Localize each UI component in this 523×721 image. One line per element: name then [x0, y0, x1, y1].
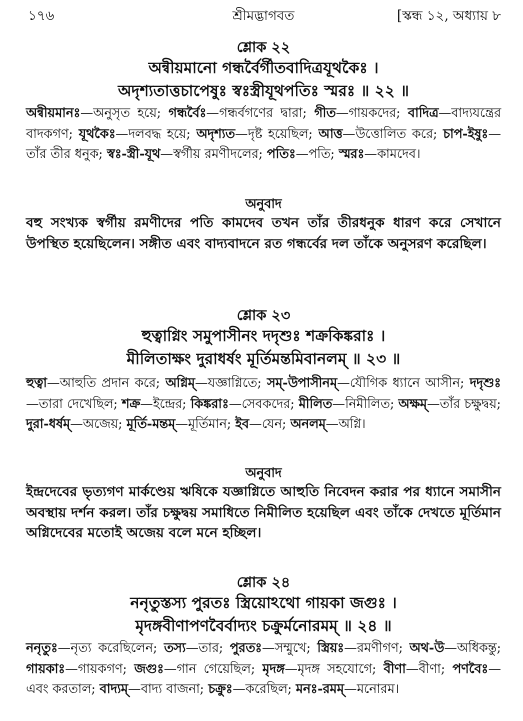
synonym-meaning: —মূর্তিমান; — [175, 417, 236, 432]
synonym-meaning: —যজ্ঞাগ্নিতে; — [195, 376, 267, 391]
synonym-meaning: —গায়কদের; — [335, 106, 408, 121]
synonym-meaning: —কামদেব। — [364, 147, 421, 162]
synonym-word: বাদিত্র — [407, 106, 439, 121]
synonym-meaning: —নৃত্য করেছিলেন; — [57, 641, 164, 656]
synonym-word: স্ত্রিয়ঃ — [317, 641, 345, 656]
verse-22-text — [26, 56, 501, 102]
synonym-meaning: —গান গেয়েছিল; — [163, 661, 263, 677]
verse-23-text — [26, 324, 501, 370]
verse-22-heading: শ্লোক ২২ — [236, 39, 291, 56]
verse-22-translation: বহু সংখ্যক স্বর্গীয় রমণীদের পতি কামদেব তখন তাঁর তীরধনুক ধারণ করে সেখানে উপস্থিত হয়েছিলেন। সঙ্গীত এবং বাদ্যবাদনে রত গন্ধর্বের দল তাঁকে অনুসরণ করেছিল। — [26, 215, 501, 252]
synonym-word: আত্ত — [318, 126, 343, 142]
synonym-meaning: —গন্ধর্বগণের দ্বারা; — [206, 106, 315, 121]
synonym-word: অথ-উ — [409, 641, 445, 656]
synonym-word: স্বঃ-স্ত্রী-যূথ — [106, 147, 161, 162]
synonym-meaning: —ইন্দ্রের; — [140, 396, 191, 412]
synonym-meaning: —স্বর্গীয় রমণীদলের; — [160, 147, 267, 162]
synonym-meaning: —অজেয়; — [70, 417, 127, 432]
synonym-word: মৃদঙ্গ — [262, 661, 285, 677]
synonym-word: মনঃ-রমম্ — [295, 682, 345, 697]
synonym-word: শক্র — [121, 396, 141, 412]
synonym-meaning: —করেছিল; — [232, 682, 296, 697]
verse-24-line-1: ননৃতুস্তস্য পুরতঃ স্ত্রিয়োঽথো গায়কা জগুঃ । — [130, 593, 397, 612]
synonym-word: হুত্বা — [26, 376, 47, 391]
synonym-meaning: —আহুতি প্রদান করে; — [46, 376, 166, 391]
synonym-meaning: —এবং করতাল; — [26, 661, 501, 697]
synonym-word: দুরা-ধর্ষম্ — [26, 417, 71, 432]
synonym-meaning: —মনোরম। — [344, 682, 400, 697]
synonym-meaning: —নিমীলিত; — [332, 396, 399, 412]
verse-23-synonyms — [26, 374, 501, 436]
verse-23-translation: ইন্দ্রদেবের ভৃত্যগণ মার্কণ্ডেয় ঋষিকে যজ্ঞাগ্নিতে আহুতি নিবেদন করার পর ধ্যানে সমাসীন অবস্থায় দর্শন করল। তাঁর চক্ষুদ্বয় সমাধিতে নিমীলিত হয়েছিল এবং তাঁকে দেখতে মূর্তিমান অগ্নিদেবের মতোই অজেয় বলে মনে হচ্ছিল। — [26, 484, 501, 541]
synonym-meaning: —তার; — [185, 641, 230, 656]
synonym-word: যূথকৈঃ — [78, 126, 116, 142]
synonym-word: স্মরঃ — [338, 147, 365, 162]
synonym-meaning: —অগ্নি। — [325, 417, 366, 432]
synonym-word: গায়কাঃ — [26, 661, 66, 677]
synonym-word: মীলিত — [298, 396, 333, 412]
synonym-meaning: —উত্তোলিত করে; — [342, 126, 444, 142]
synonym-word: কিঙ্করাঃ — [190, 396, 229, 412]
synonym-meaning: —যেন; — [249, 417, 291, 432]
verse-24-heading: শ্লোক ২৪ — [236, 574, 291, 591]
synonym-meaning: —দৃষ্ট হয়েছিল; — [235, 126, 319, 142]
synonym-word: চক্রুঃ — [208, 682, 233, 697]
verse-24-synonyms — [26, 639, 501, 701]
synonym-meaning: —সম্মুখে; — [262, 641, 318, 656]
verse-22-synonyms — [26, 104, 501, 166]
chapter-reference: [স্কন্ধ ১২, অধ্যায় ৮ — [396, 8, 501, 24]
verse-24-text — [26, 591, 501, 637]
synonym-meaning: —মৃদঙ্গ সহযোগে; — [284, 661, 384, 677]
verse-23-translation-heading: অনুবাদ — [245, 466, 282, 481]
synonym-meaning: —তারা দেখেছিল; — [26, 396, 122, 412]
synonym-meaning: —তাঁর চক্ষুদ্বয়; — [426, 396, 501, 412]
synonym-word: সম্-উপাসীনম্ — [266, 376, 338, 391]
synonym-meaning: —বীণা; — [405, 661, 453, 677]
verse-23-heading: শ্লোক ২৩ — [236, 307, 291, 324]
verse-22-line-2: অদৃশ্যতাত্তচাপেষুঃ স্বঃস্ত্রীযূথপতিঃ স্মরঃ ॥ ২২ ॥ — [118, 81, 409, 100]
synonym-word: জগুঃ — [134, 661, 164, 677]
synonym-word: পুরতঃ — [229, 641, 263, 656]
synonym-word: গন্ধর্বৈঃ — [168, 106, 207, 121]
synonym-word: ইব — [235, 417, 250, 432]
synonym-word: তস্য — [163, 641, 186, 656]
synonym-meaning: —পতি; — [295, 147, 339, 162]
synonym-word: চাপ-ইষুঃ — [443, 126, 489, 142]
synonym-meaning: —দলবদ্ধ হয়ে; — [115, 126, 197, 142]
synonym-meaning: —অনুসৃত হয়ে; — [80, 106, 169, 121]
synonym-meaning: —রমণীগণ; — [344, 641, 410, 656]
synonym-word: অক্ষম্ — [398, 396, 427, 412]
verse-23-line-1: হুত্বাগ্নিং সমুপাসীনং দদৃশুঃ শক্রকিঙ্করাঃ । — [141, 326, 386, 345]
verse-23-line-2: মীলিতাক্ষং দুরাধর্ষং মূর্তিমন্তমিবানলম্ ॥ ২৩ ॥ — [126, 349, 401, 368]
verse-24-line-2: মৃদঙ্গবীণাপণবৈর্বাদ্যং চক্রুর্মনোরমম্ ॥ ২৪ ॥ — [135, 616, 392, 635]
synonym-word: অদৃশ্যত — [196, 126, 236, 142]
synonym-word: পণবৈঃ — [452, 661, 489, 677]
verse-22-line-1: অন্বীয়মানো গন্ধর্বৈর্গীতবাদিত্রযূথকৈঃ । — [148, 58, 379, 77]
synonym-word: ননৃতুঃ — [26, 641, 58, 656]
page-header — [26, 5, 501, 27]
synonym-word: বাদ্যম্ — [99, 682, 129, 697]
book-title: শ্রীমদ্ভাগবত — [232, 8, 295, 24]
synonym-meaning: —যৌগিক ধ্যানে আসীন; — [337, 376, 470, 391]
verse-22-translation-heading: অনুবাদ — [245, 197, 282, 212]
synonym-word: অন্বীয়মানঃ — [26, 106, 81, 121]
synonym-meaning: —তাঁর তীর ধনুক; — [26, 126, 502, 162]
synonym-word: গীত — [314, 106, 336, 121]
synonym-word: পতিঃ — [266, 147, 296, 162]
synonym-word: বীণা — [383, 661, 406, 677]
synonym-meaning: —বাদ্য বাজনা; — [128, 682, 209, 697]
synonym-meaning: —সেবকদের; — [228, 396, 299, 412]
synonym-meaning: —বাদ্যযন্ত্রের বাদকগণ; — [26, 106, 501, 142]
synonym-word: দদৃশুঃ — [469, 376, 501, 391]
page-number: ১৭৬ — [28, 8, 55, 24]
synonym-word: অনলম্ — [290, 417, 326, 432]
synonym-meaning: —অধিকন্তু; — [444, 641, 501, 656]
synonym-word: অগ্নিম্ — [165, 376, 195, 391]
synonym-word: মূর্তি-মন্তম্ — [126, 417, 176, 432]
synonym-meaning: —গায়কগণ; — [65, 661, 135, 677]
